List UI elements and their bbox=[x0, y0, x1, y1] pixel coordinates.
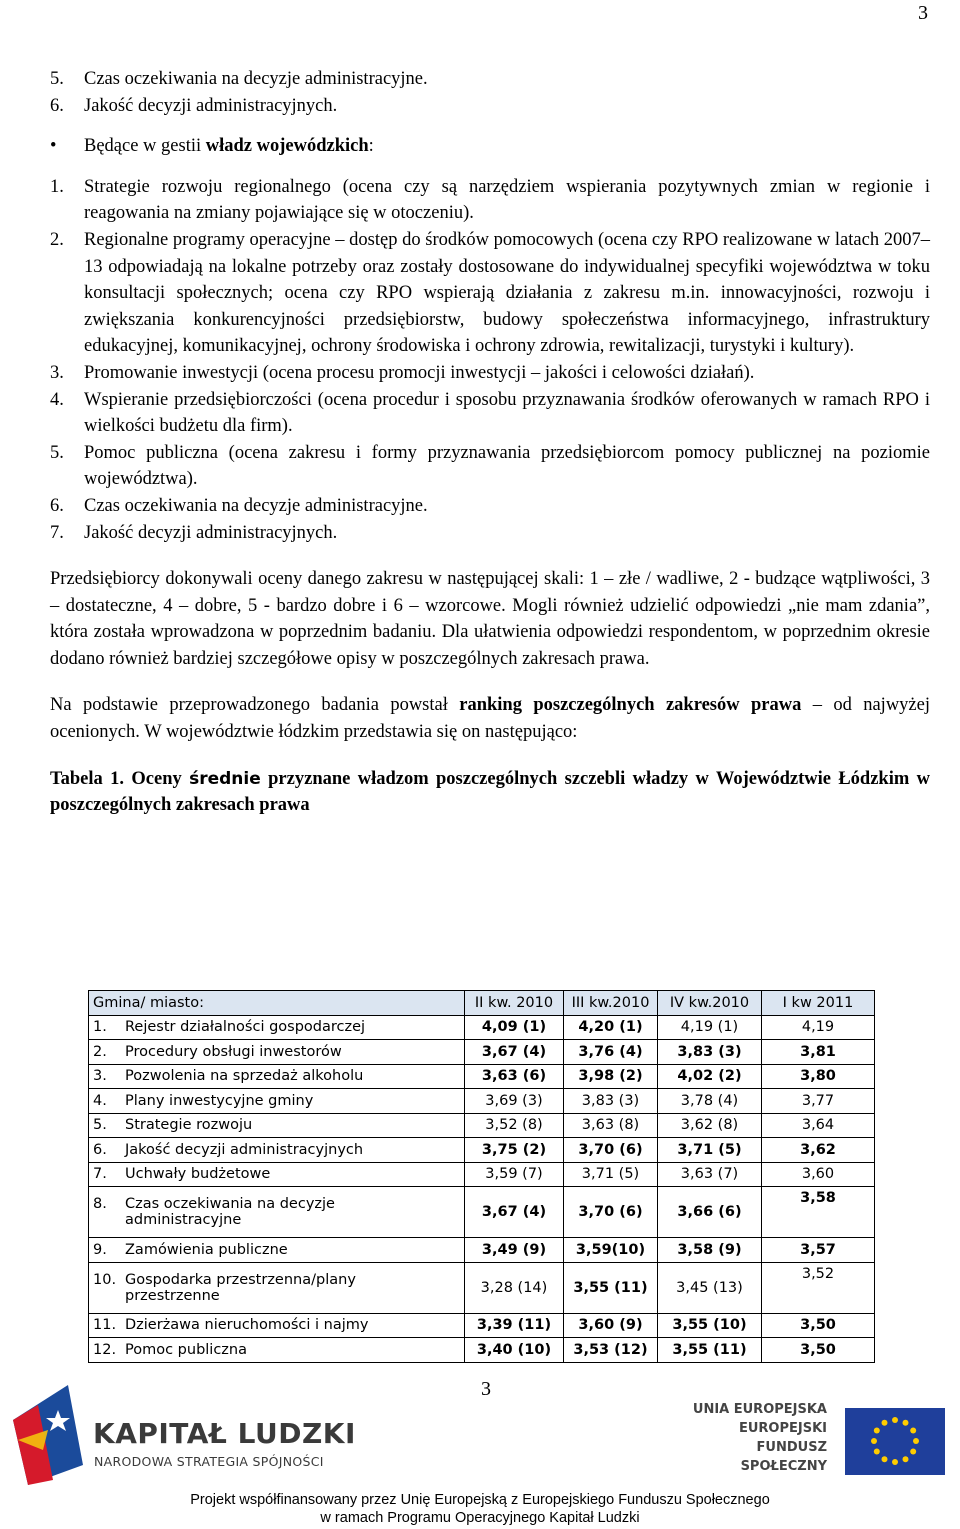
table-cell: 3,70 (6) bbox=[564, 1187, 658, 1238]
table-cell: 3,67 (4) bbox=[465, 1040, 564, 1065]
list-number: 5. bbox=[50, 69, 64, 89]
list-number: 4. bbox=[50, 389, 64, 410]
table-row bbox=[89, 1040, 875, 1065]
kapital-ludzki-emblem-icon bbox=[8, 1380, 88, 1490]
table-cell: 3,80 bbox=[762, 1064, 875, 1089]
list-text: Czas oczekiwania na decyzje administracyjne. bbox=[84, 69, 428, 89]
table-row bbox=[89, 1064, 875, 1089]
table-cell: 3,83 (3) bbox=[564, 1089, 658, 1114]
table-cell: 3,70 (6) bbox=[564, 1138, 658, 1163]
footer-line: Projekt współfinansowany przez Unię Europejską z Europejskiego Funduszu Społecznego bbox=[190, 1492, 770, 1508]
list-item bbox=[50, 93, 930, 120]
list-number: 5. bbox=[50, 442, 64, 463]
footer-line: w ramach Programu Operacyjnego Kapitał Ludzki bbox=[320, 1510, 640, 1526]
bullet-bold-text: władz wojewódzkich bbox=[205, 136, 369, 157]
list-item bbox=[50, 66, 930, 93]
list-text: Regionalne programy operacyjne – dostęp do środków pomocowych (ocena czy RPO realizowane w latach 2007–13 odpowiadają na lokalne potrzeby oraz zostały dostosowane do indywidualnej specyfiki województwa w toku konsultacji społecznych; ocena czy RPO wspierają działania z zakresu m.in. innowacyjności, rozwoju i zwiększania konkurencyjności przedsiębiorstw, budowy społeczeństwa informacyjnego, infrastruktury edukacyjnej, komunikacyjnej, ochrony środowiska i ochrony zdrowia, rewitalizacji, turystyki i kultury). bbox=[84, 229, 930, 357]
row-name: Gospodarka przestrzenna/plany przestrzenne bbox=[125, 1271, 356, 1304]
row-name: Strategie rozwoju bbox=[125, 1117, 253, 1134]
list-text: Wspieranie przedsiębiorczości (ocena procedur i sposobu przyznawania środków oferowanych w ramach RPO i wielkości budżetu dla firm). bbox=[84, 389, 930, 437]
list-item bbox=[50, 440, 930, 493]
ranking-text-end: – od najwyżej ocenionych. W województwie łódzkim przedstawia się on następująco: bbox=[50, 695, 930, 743]
table-row bbox=[89, 1338, 875, 1363]
list-text: Czas oczekiwania na decyzje administracyjne. bbox=[84, 495, 428, 516]
caption-part: przyznane władzom poszczególnych szczebli władzy w Województwie Łódzkim w poszczególnych zakresach prawa bbox=[50, 768, 930, 815]
row-name: Pomoc publiczna bbox=[125, 1341, 247, 1358]
table-row bbox=[89, 1238, 875, 1263]
table-row bbox=[89, 1187, 875, 1238]
list-text: Pomoc publiczna (ocena zakresu i formy przyznawania przedsiębiorcom pomocy publicznej na poziomie województwa). bbox=[84, 442, 930, 490]
row-number: 7. bbox=[93, 1166, 107, 1183]
row-name: Plany inwestycyjne gminy bbox=[125, 1092, 314, 1109]
row-label bbox=[89, 1113, 465, 1138]
table-cell: 3,58 (9) bbox=[658, 1238, 762, 1263]
ranking-bold-text: ranking poszczególnych zakresów prawa bbox=[459, 695, 802, 716]
table-cell: 3,59(10) bbox=[564, 1238, 658, 1263]
table-row bbox=[89, 1113, 875, 1138]
list-item bbox=[50, 493, 930, 520]
list-item bbox=[50, 387, 930, 440]
table-cell: 3,83 (3) bbox=[658, 1040, 762, 1065]
table-cell: 3,49 (9) bbox=[465, 1238, 564, 1263]
row-number: 12. bbox=[93, 1341, 117, 1358]
table-cell: 3,52 (8) bbox=[465, 1113, 564, 1138]
row-number: 10. bbox=[93, 1271, 117, 1288]
table-cell: 3,66 (6) bbox=[658, 1187, 762, 1238]
list-item bbox=[50, 520, 930, 547]
row-label bbox=[89, 1187, 465, 1238]
document-body bbox=[50, 66, 930, 818]
row-label bbox=[89, 1238, 465, 1263]
ratings-table bbox=[88, 990, 875, 1363]
table-cell: 3,98 (2) bbox=[564, 1064, 658, 1089]
header-cell: IV kw.2010 bbox=[658, 991, 762, 1016]
row-label bbox=[89, 1089, 465, 1114]
header-cell: III kw.2010 bbox=[564, 991, 658, 1016]
eu-line: EUROPEJSKI bbox=[738, 1421, 827, 1436]
table-cell: 3,78 (4) bbox=[658, 1089, 762, 1114]
table-cell: 3,67 (4) bbox=[465, 1187, 564, 1238]
ranking-paragraph bbox=[50, 692, 930, 745]
table-cell: 3,55 (11) bbox=[564, 1262, 658, 1313]
table-cell: 3,39 (11) bbox=[465, 1313, 564, 1338]
table-cell: 4,02 (2) bbox=[658, 1064, 762, 1089]
table-row bbox=[89, 1138, 875, 1163]
list-item bbox=[50, 174, 930, 227]
page-number-bottom: 3 bbox=[481, 1378, 491, 1400]
list-number: 1. bbox=[50, 176, 64, 197]
table-cell: 3,63 (7) bbox=[658, 1162, 762, 1187]
eu-line: UNIA EUROPEJSKA bbox=[692, 1402, 827, 1417]
row-label bbox=[89, 1015, 465, 1040]
table-cell: 3,69 (3) bbox=[465, 1089, 564, 1114]
table-cell: 4,19 (1) bbox=[658, 1015, 762, 1040]
table-cell: 3,71 (5) bbox=[564, 1162, 658, 1187]
table-cell: 3,58 bbox=[762, 1187, 875, 1238]
table-cell: 3,52 bbox=[762, 1262, 875, 1313]
list-number: 2. bbox=[50, 229, 64, 250]
table-cell: 4,20 (1) bbox=[564, 1015, 658, 1040]
eu-logo bbox=[690, 1400, 945, 1480]
row-name: Uchwały budżetowe bbox=[125, 1166, 271, 1183]
header-cell: I kw 2011 bbox=[762, 991, 875, 1016]
list-item bbox=[50, 227, 930, 360]
row-name: Zamówienia publiczne bbox=[125, 1241, 288, 1258]
list-text: Strategie rozwoju regionalnego (ocena czy są narzędziem wspierania pozytywnych zmian w regionie i reagowania na zmiany pojawiające się w otoczeniu). bbox=[84, 176, 930, 224]
list-item bbox=[50, 360, 930, 387]
table-cell: 3,59 (7) bbox=[465, 1162, 564, 1187]
row-name: Pozwolenia na sprzedaż alkoholu bbox=[125, 1068, 364, 1085]
table-cell: 3,50 bbox=[762, 1338, 875, 1363]
row-name: Dzierżawa nieruchomości i najmy bbox=[125, 1317, 369, 1334]
eu-logo-text bbox=[690, 1400, 827, 1476]
table-cell: 3,40 (10) bbox=[465, 1338, 564, 1363]
row-label bbox=[89, 1138, 465, 1163]
table-cell: 3,45 (13) bbox=[658, 1262, 762, 1313]
list-number: 6. bbox=[50, 495, 64, 516]
table-cell: 4,09 (1) bbox=[465, 1015, 564, 1040]
table-cell: 3,28 (14) bbox=[465, 1262, 564, 1313]
eu-flag-icon bbox=[845, 1408, 945, 1475]
list-number: 3. bbox=[50, 362, 64, 383]
table-row bbox=[89, 1262, 875, 1313]
logo-title: KAPITAŁ LUDZKI bbox=[93, 1417, 356, 1450]
table-cell: 3,71 (5) bbox=[658, 1138, 762, 1163]
caption-part: średnie bbox=[189, 768, 261, 789]
footer bbox=[0, 1491, 960, 1527]
table-cell: 3,63 (6) bbox=[465, 1064, 564, 1089]
row-label bbox=[89, 1313, 465, 1338]
list-text: Jakość decyzji administracyjnych. bbox=[84, 95, 338, 116]
row-name: Procedury obsługi inwestorów bbox=[125, 1043, 342, 1060]
table-row bbox=[89, 1162, 875, 1187]
table-row bbox=[89, 1015, 875, 1040]
row-label bbox=[89, 1162, 465, 1187]
table-header-row bbox=[89, 991, 875, 1016]
row-label bbox=[89, 1338, 465, 1363]
table-row bbox=[89, 1089, 875, 1114]
table-cell: 3,62 bbox=[762, 1138, 875, 1163]
row-label bbox=[89, 1040, 465, 1065]
table-row bbox=[89, 1313, 875, 1338]
kapital-ludzki-logo bbox=[8, 1380, 368, 1490]
table-cell: 3,64 bbox=[762, 1113, 875, 1138]
list-text: Jakość decyzji administracyjnych. bbox=[84, 522, 338, 543]
table-cell: 3,81 bbox=[762, 1040, 875, 1065]
list-text: Promowanie inwestycji (ocena procesu promocji inwestycji – jakości i celowości działań). bbox=[84, 362, 755, 383]
row-number: 11. bbox=[93, 1317, 117, 1334]
bullet-item bbox=[50, 133, 930, 160]
table-cell: 3,60 (9) bbox=[564, 1313, 658, 1338]
table-cell: 3,55 (11) bbox=[658, 1338, 762, 1363]
header-cell: Gmina/ miasto: bbox=[89, 991, 465, 1016]
row-number: 5. bbox=[93, 1117, 107, 1134]
row-label bbox=[89, 1262, 465, 1313]
table-cell: 3,76 (4) bbox=[564, 1040, 658, 1065]
row-number: 1. bbox=[93, 1019, 107, 1036]
scale-paragraph: Przedsiębiorcy dokonywali oceny danego zakresu w następującej skali: 1 – złe / wadliwe, 2 - budzące wątpliwości, 3 – dostateczne, 4 – dobre, 5 - bardzo dobre i 6 – wzorcowe. Mogli również udzielić odpowiedzi „nie mam zdania”, która została wprowadzona w poprzednim badaniu. Dla ułatwienia odpowiedzi respondentom, w poprzednim okresie dodano również bardziej szczegółowe opisy w poszczególnych zakresach prawa. bbox=[50, 569, 930, 669]
bullet-icon: • bbox=[50, 136, 57, 157]
row-name: Rejestr działalności gospodarczej bbox=[125, 1019, 366, 1036]
page-number-top: 3 bbox=[918, 2, 928, 24]
table-cell: 3,77 bbox=[762, 1089, 875, 1114]
row-number: 9. bbox=[93, 1241, 107, 1258]
table-cell: 4,19 bbox=[762, 1015, 875, 1040]
list-number: 7. bbox=[50, 522, 64, 543]
eu-line: FUNDUSZ SPOŁECZNY bbox=[740, 1440, 827, 1474]
table-caption bbox=[50, 766, 930, 818]
table-cell: 3,50 bbox=[762, 1313, 875, 1338]
row-name: Czas oczekiwania na decyzje administracyjne bbox=[125, 1196, 335, 1228]
row-number: 8. bbox=[93, 1196, 107, 1212]
row-number: 6. bbox=[93, 1141, 107, 1158]
table-cell: 3,62 (8) bbox=[658, 1113, 762, 1138]
bullet-suffix: : bbox=[368, 136, 374, 157]
bullet-text: Będące w gestii bbox=[84, 136, 206, 157]
row-number: 2. bbox=[93, 1043, 107, 1060]
table-cell: 3,60 bbox=[762, 1162, 875, 1187]
row-number: 3. bbox=[93, 1068, 107, 1085]
header-cell: II kw. 2010 bbox=[465, 991, 564, 1016]
caption-part: Tabela 1. Oceny bbox=[50, 768, 190, 789]
ranking-text: Na podstawie przeprowadzonego badania powstał bbox=[50, 695, 460, 716]
row-number: 4. bbox=[93, 1092, 107, 1109]
row-label bbox=[89, 1064, 465, 1089]
list-number: 6. bbox=[50, 95, 64, 116]
table-cell: 3,57 bbox=[762, 1238, 875, 1263]
table-cell: 3,63 (8) bbox=[564, 1113, 658, 1138]
row-name: Jakość decyzji administracyjnych bbox=[125, 1141, 364, 1158]
logo-subtitle: NARODOWA STRATEGIA SPÓJNOŚCI bbox=[94, 1454, 324, 1469]
table-cell: 3,55 (10) bbox=[658, 1313, 762, 1338]
table-cell: 3,75 (2) bbox=[465, 1138, 564, 1163]
table-cell: 3,53 (12) bbox=[564, 1338, 658, 1363]
